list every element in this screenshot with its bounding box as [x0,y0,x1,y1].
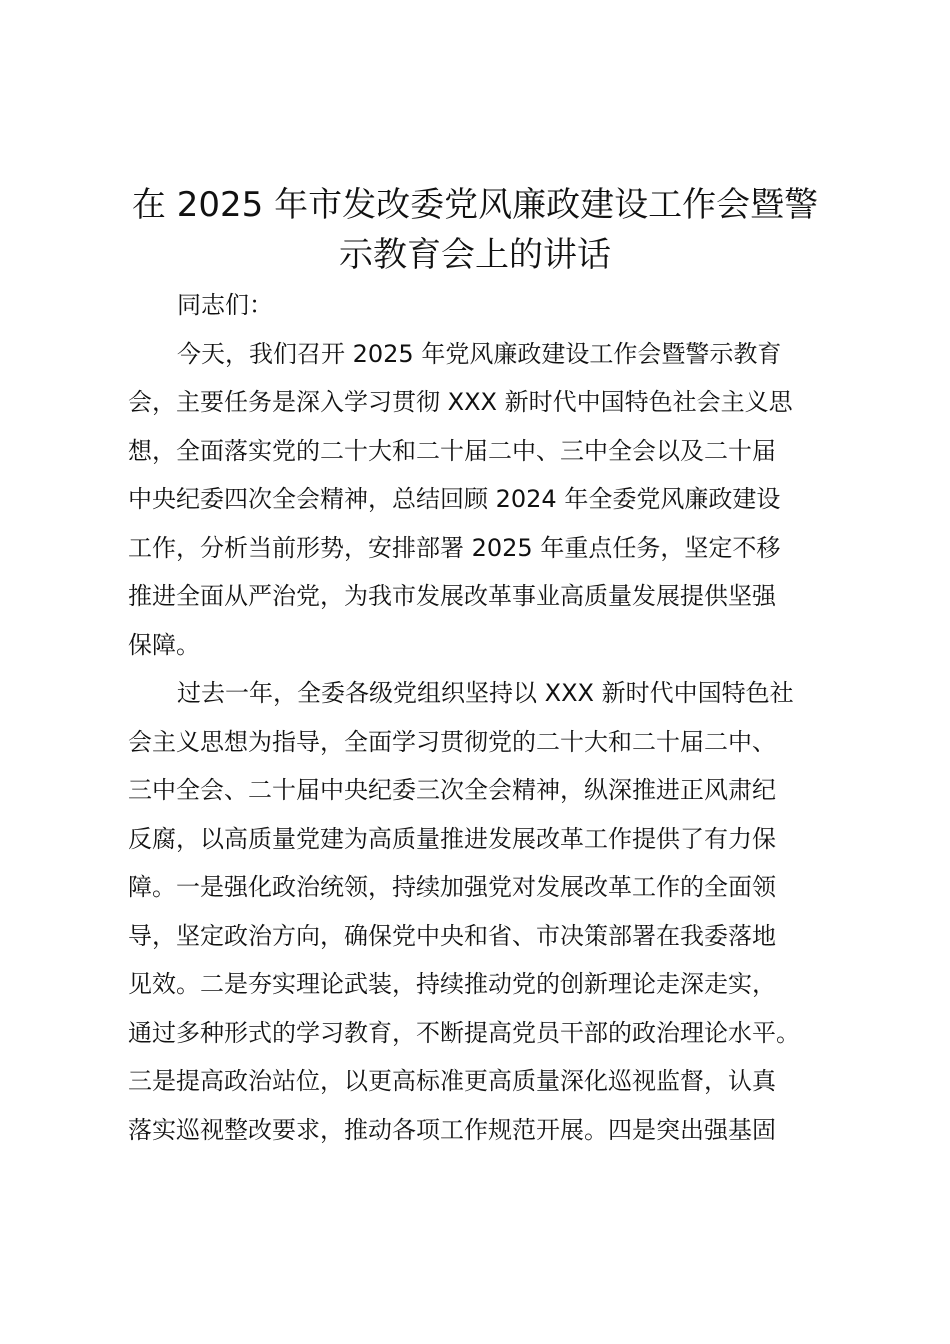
paragraph-line: 导，坚定政治方向，确保党中央和省、市决策部署在我委落地 [128,921,776,950]
document-body [128,281,833,1154]
paragraph-line: 想，全面落实党的二十大和二十届二中、三中全会以及二十届 [128,436,776,465]
paragraph-line: 保障。 [128,630,200,659]
paragraph-line: 三中全会、二十届中央纪委三次全会精神，纵深推进正风肃纪 [128,776,776,804]
paragraph-line: 反腐，以高质量党建为高质量推进发展改革工作提供了有力保 [128,824,776,853]
paragraph-line: 中央纪委四次全会精神，总结回顾 2024 年全委党风廉政建设 [128,485,781,513]
paragraph-line: 工作，分析当前形势，安排部署 2025 年重点任务，坚定不移 [128,533,781,562]
paragraph-line: 会，主要任务是深入学习贯彻 XXX 新时代中国特色社会主义思 [128,388,793,416]
paragraph-line: 过去一年，全委各级党组织坚持以 XXX 新时代中国特色社 [177,679,794,707]
paragraph-line: 今天，我们召开 2025 年党风廉政建设工作会暨警示教育 [177,339,782,368]
paragraph-2 [128,669,833,1154]
paragraph-1 [128,330,833,670]
paragraph-line: 推进全面从严治党，为我市发展改革事业高质量发展提供坚强 [128,582,776,610]
salutation: 同志们： [177,291,273,319]
title-line: 示教育会上的讲话 [339,235,611,275]
title-line: 在 2025 年市发改委党风廉政建设工作会暨警 [131,185,819,225]
paragraph-line: 会主义思想为指导，全面学习贯彻党的二十大和二十届二中、 [128,727,776,756]
document-title [100,180,850,280]
paragraph-line: 见效。二是夯实理论武装，持续推动党的创新理论走深走实， [128,970,776,998]
paragraph-line: 障。一是强化政治统领，持续加强党对发展改革工作的全面领 [128,873,776,901]
paragraph-line: 通过多种形式的学习教育，不断提高党员干部的政治理论水平。 [128,1018,800,1047]
paragraph-line: 三是提高政治站位，以更高标准更高质量深化巡视监督，认真 [128,1067,776,1095]
paragraph-line: 落实巡视整改要求，推动各项工作规范开展。四是突出强基固 [128,1115,776,1144]
